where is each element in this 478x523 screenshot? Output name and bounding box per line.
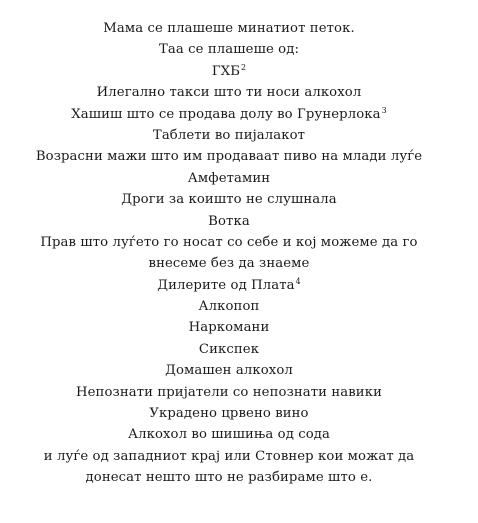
poem-line: Домашен алкохол [165,363,293,379]
poem-line: Украдено црвено вино [149,406,309,422]
poem-text [0,18,458,489]
poem-line: и луѓе од западниот крај или Стовнер кои можат да [43,448,415,464]
poem-line: Вотка [208,213,250,229]
poem-line: Таа се плашеше од: [158,42,300,58]
poem-line: Таблети во пијалакот [152,127,306,143]
poem-line: ГХБ$^2$ [211,62,247,79]
poem-line: Хашиш што се продава долу во Грунерлока$^3$ [71,105,387,122]
poem-line: Алкопоп [198,299,260,315]
poem-line: Мама се плашеше минатиот петок. [103,21,355,36]
poem-line: Наркомани [188,320,270,336]
footnote-marker: 2 [241,62,247,72]
footnote-marker: 4 [295,276,301,286]
poem-line: Дроги за коишто не слушнала [121,192,337,208]
footnote-marker: 3 [381,105,387,115]
poem-line: Илегално такси што ти носи алкохол [96,85,362,101]
poem-line: донесат нешто што не разбираме што е. [85,470,373,486]
poem-line: внесеме без да знаеме [148,256,310,272]
poem-line: Прав што луѓето го носат со себе и кој можеме да го [40,234,418,250]
poem-line: Возрасни мажи што им продаваат пиво на млади луѓе [35,149,423,165]
poem-line: Амфетамин [187,170,271,186]
poem-line: Дилерите од Плата$^4$ [157,276,301,293]
poem-line: Сикспек [198,341,260,357]
poem-line: Алкохол во шишиња од сода [127,427,331,443]
poem-line: Непознати пријатели со непознати навики [76,384,382,400]
